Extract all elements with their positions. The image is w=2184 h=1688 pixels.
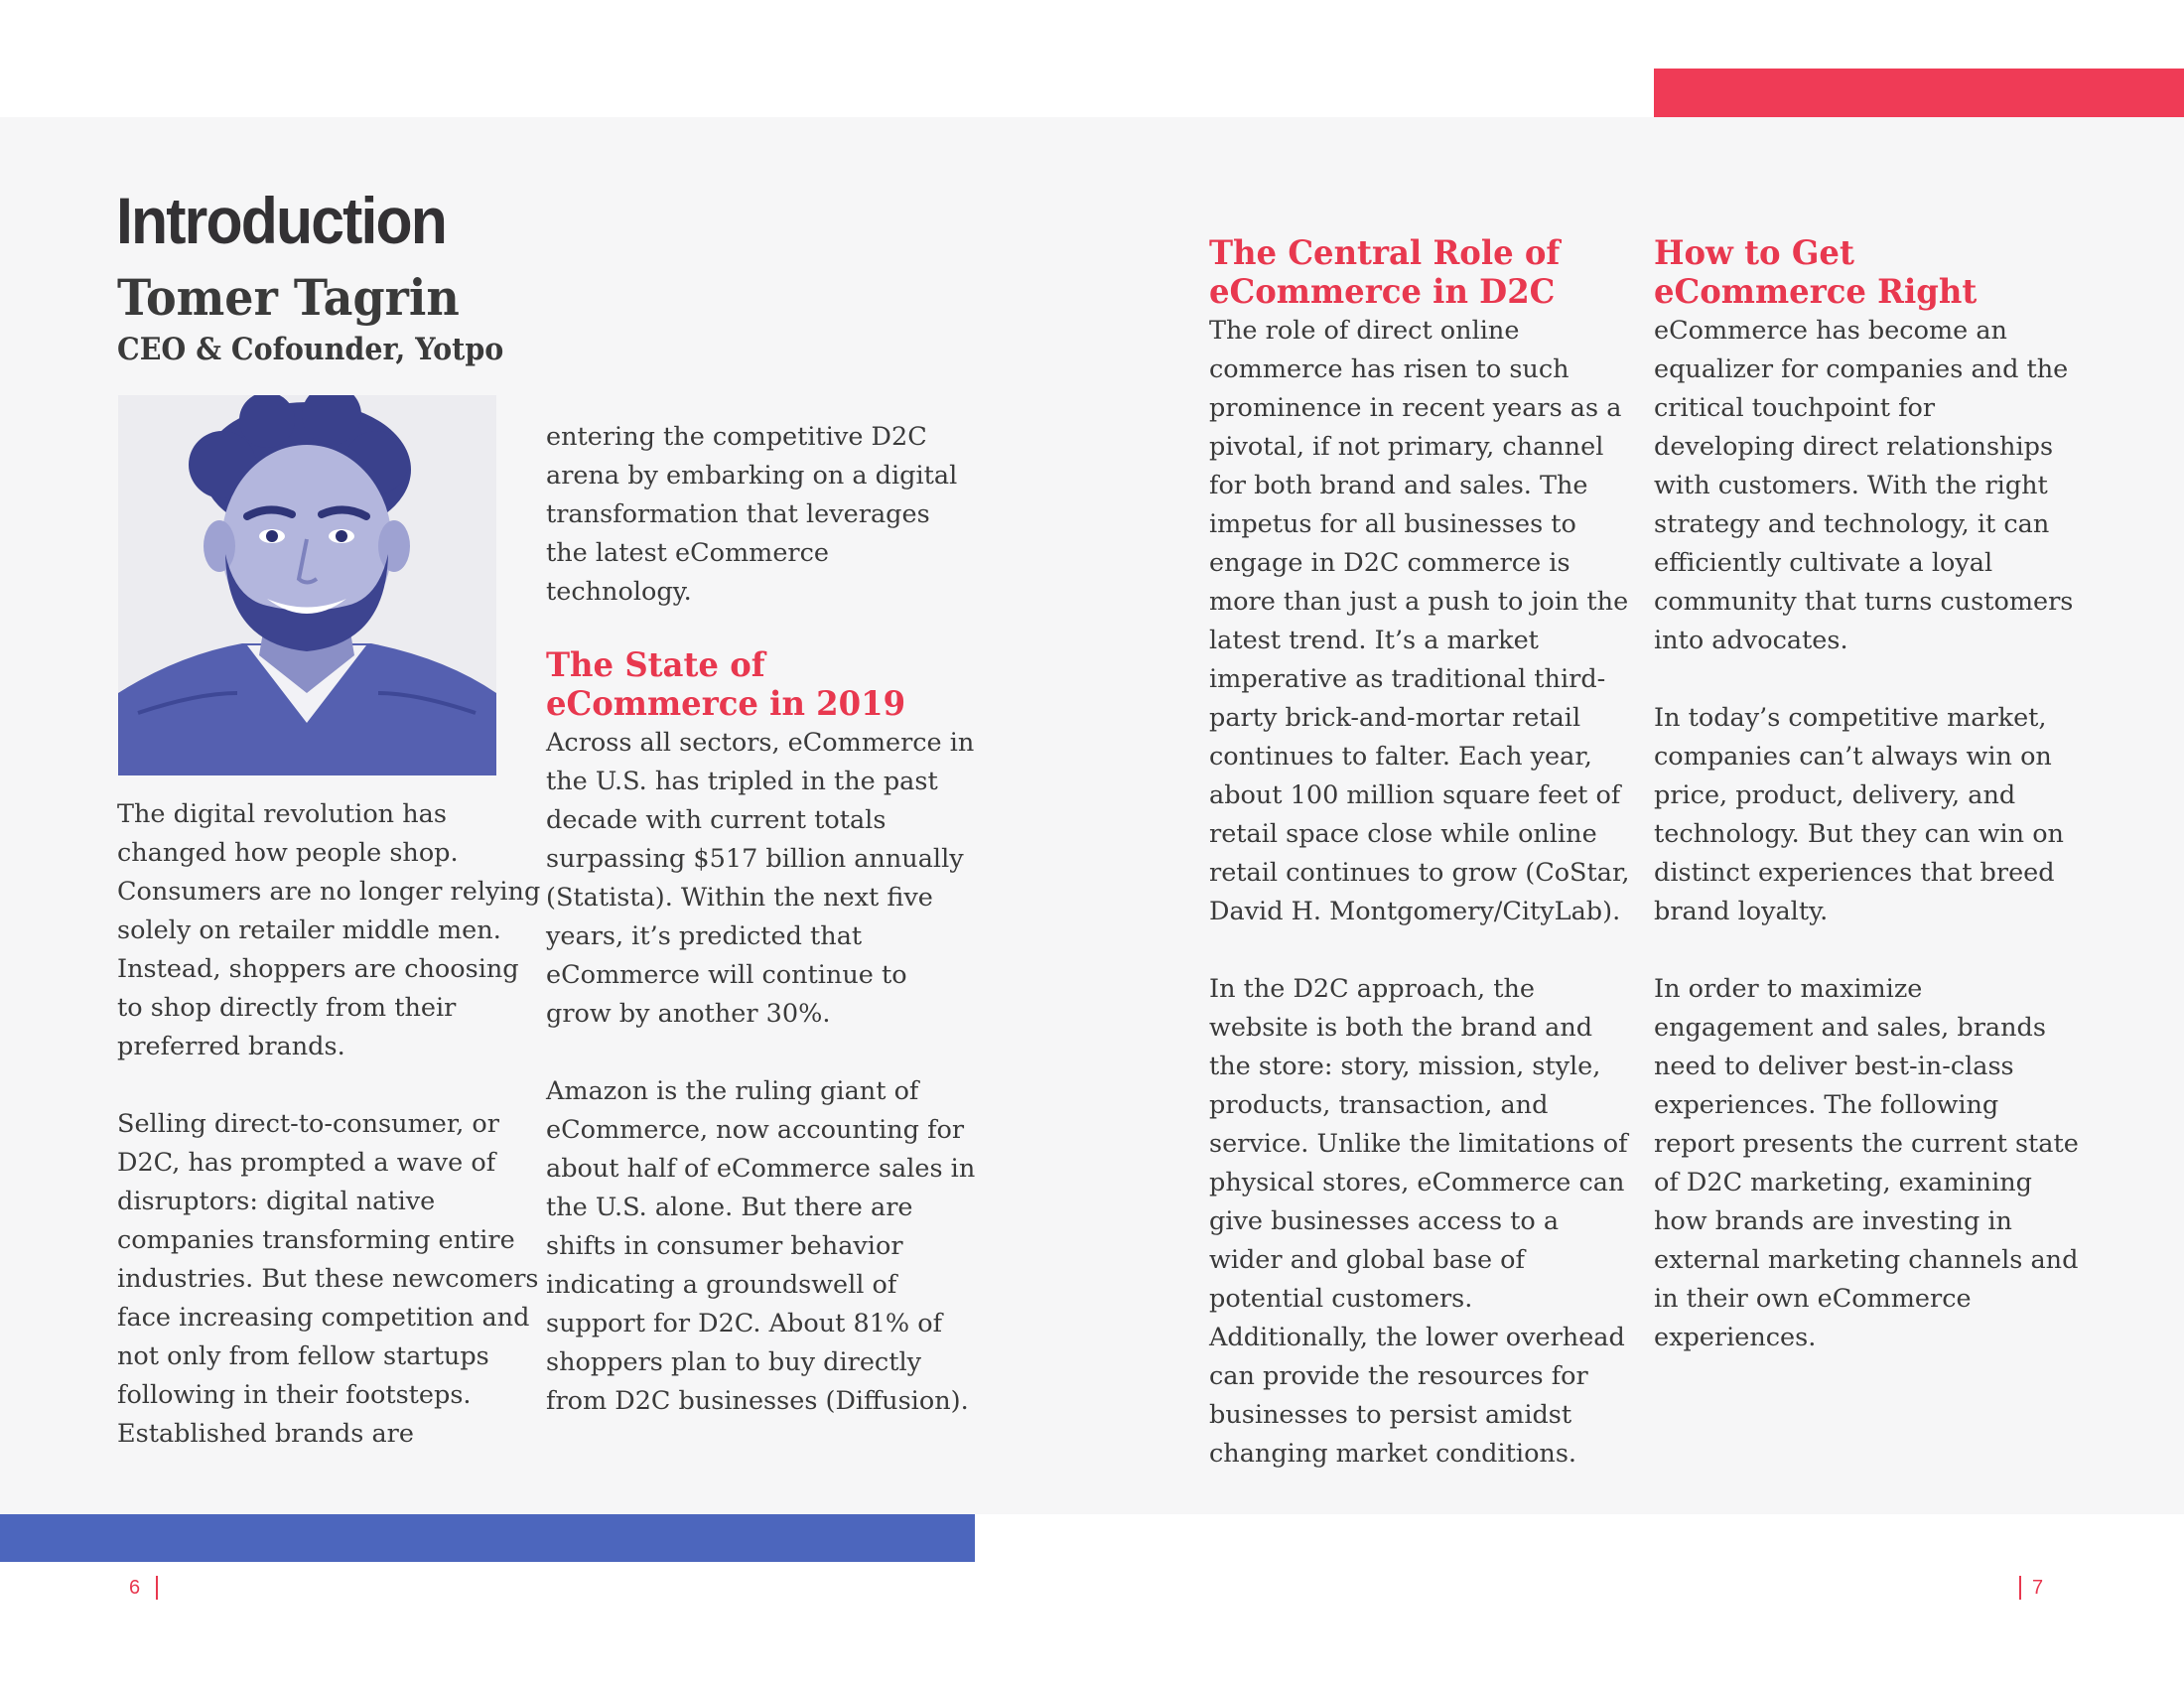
author-photo	[118, 395, 496, 775]
page-number-divider	[2019, 1576, 2021, 1600]
paragraph: Amazon is the ruling giant of eCommerce, now accounting for about half of eCommerce sales in the U.S. alone. But there are shifts in consumer behavior indicating a groundswell of support for D2C. About 81% of shoppers plan to buy directly from D2C businesses (Diffusion).	[546, 1076, 976, 1416]
page-title: Introduction	[116, 184, 447, 257]
column-three	[1209, 234, 1636, 1474]
page-number-left: 6	[129, 1577, 141, 1599]
section-heading: The State of eCommerce in 2019	[546, 645, 906, 724]
section-heading: How to Get eCommerce Right	[1654, 233, 1978, 312]
portrait-image	[118, 395, 496, 775]
column-two	[546, 418, 978, 1421]
paragraph: In the D2C approach, the website is both the brand and the store: story, mission, style, products, transaction, and service. Unlike the limitations of physical stores, eCommerce can give businesses access to a wider and global base of potential customers. Additionally, the lower overhead can provide the resources for businesses to persist amidst changing market conditions.	[1209, 974, 1628, 1469]
author-title: CEO & Cofounder, Yotpo	[117, 332, 504, 367]
section-heading: The Central Role of eCommerce in D2C	[1209, 233, 1561, 312]
paragraph: Selling direct-to-consumer, or D2C, has prompted a wave of disruptors: digital native companies transforming entire industries. But these newcomers face increasing competition and not only from fellow startups following in their footsteps. Established brands are	[117, 1109, 539, 1449]
paragraph: The role of direct online commerce has risen to such prominence in recent years as a pivotal, if not primary, channel for both brand and sales. The impetus for all businesses to engage in D2C commerce is more than just a push to join the latest trend. It’s a market imperative as traditional third-party brick-and-mortar retail continues to falter. Each year, about 100 million square feet of retail space close while online retail continues to grow (CoStar, David H. Montgomery/CityLab).	[1209, 316, 1630, 926]
column-four	[1654, 234, 2081, 1357]
author-name: Tomer Tagrin	[117, 268, 460, 327]
column-one	[117, 795, 544, 1454]
top-accent-bar	[1654, 69, 2184, 117]
paragraph: entering the competitive D2C arena by embarking on a digital transformation that leverages the latest eCommerce technology.	[546, 422, 958, 607]
paragraph: In order to maximize engagement and sales, brands need to deliver best-in-class experiences. The following report presents the current state of D2C marketing, examining how brands are investing in external marketing channels and in their own eCommerce experiences.	[1654, 974, 2079, 1352]
paragraph: Across all sectors, eCommerce in the U.S. has tripled in the past decade with current totals surpassing $517 billion annually (Statista). Within the next five years, it’s predicted that eCommerce will continue to grow by another 30%.	[546, 728, 975, 1029]
page-number-divider	[156, 1576, 158, 1600]
page-number-right: 7	[2032, 1577, 2044, 1599]
paragraph: The digital revolution has changed how people shop. Consumers are no longer relying solely on retailer middle men. Instead, shoppers are choosing to shop directly from their preferred brands.	[117, 799, 541, 1061]
paragraph: eCommerce has become an equalizer for companies and the critical touchpoint for developing direct relationships with customers. With the right strategy and technology, it can efficiently cultivate a loyal community that turns customers into advocates.	[1654, 316, 2074, 655]
paragraph: In today’s competitive market, companies can’t always win on price, product, delivery, and technology. But they can win on distinct experiences that breed brand loyalty.	[1654, 703, 2064, 926]
bottom-accent-bar	[0, 1514, 975, 1562]
